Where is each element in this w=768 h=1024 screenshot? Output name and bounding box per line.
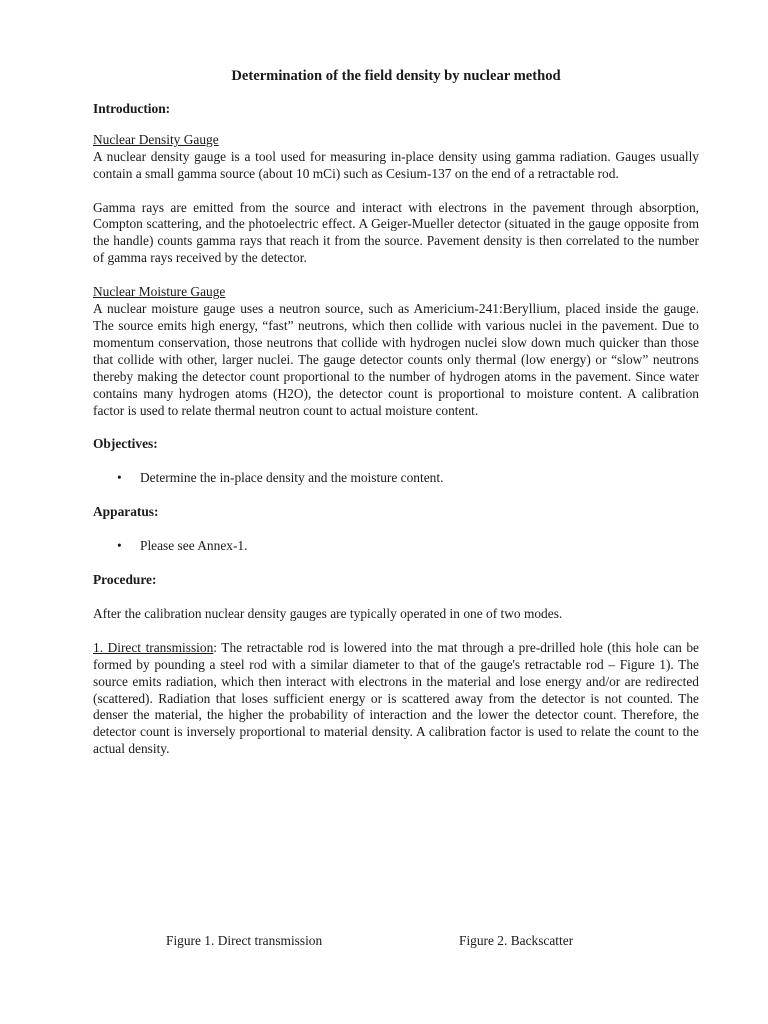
- procedure-intro: After the calibration nuclear density gauges are typically operated in one of two modes.: [93, 605, 563, 621]
- apparatus-heading: Apparatus:: [93, 504, 159, 520]
- moisture-gauge-paragraph: A nuclear moisture gauge uses a neutron source, such as Americium-241:Beryllium, placed inside the gauge. The source emits high energy, “fast” neutrons, which then collide with various nuclei in the pavement. Due to momentum conservation, those neutrons that collide with hydrogen nuclei slow down much quicker than those that collide with other, larger nuclei. The gauge detector counts only thermal (low energy) or “slow” neutrons thereby making the detector count proportional to the number of hydrogen atoms in the pavement. Since water contains many hydrogen atoms (H2O), the detector count is proportional to moisture content. A calibration factor is used to relate thermal neutron count to actual moisture content.: [93, 301, 699, 418]
- list-item: [93, 538, 699, 555]
- bullet-icon: •: [117, 538, 122, 554]
- objective-text: Determine the in-place density and the moisture content.: [140, 470, 444, 486]
- document-page: [93, 68, 699, 758]
- bullet-icon: •: [117, 470, 122, 486]
- density-gauge-paragraph-2: Gamma rays are emitted from the source and interact with electrons in the pavement through absorption, Compton scattering, and the photoelectric effect. A Geiger-Mueller detector (situated in the gauge opposite from the handle) counts gamma rays that reach it from the source. Pavement density is then correlated to the number of gamma rays received by the detector.: [93, 199, 699, 266]
- procedure-heading: Procedure:: [93, 572, 157, 588]
- objectives-list: [93, 470, 699, 487]
- figure-2-caption: Figure 2. Backscatter: [459, 933, 574, 948]
- document-title: Determination of the field density by nuclear method: [231, 68, 561, 84]
- density-gauge-paragraph-1: A nuclear density gauge is a tool used for measuring in-place density using gamma radiation. Gauges usually contain a small gamma source (about 10 mCi) such as Cesium-137 on the end of a retractable rod.: [93, 148, 699, 181]
- density-gauge-subheading: Nuclear Density Gauge: [93, 131, 219, 147]
- direct-transmission-paragraph: [93, 640, 699, 758]
- apparatus-list: [93, 538, 699, 555]
- moisture-gauge-subheading: Nuclear Moisture Gauge: [93, 284, 226, 300]
- direct-transmission-text: : The retractable rod is lowered into the mat through a pre-drilled hole (this hole can be formed by pounding a steel rod with a similar diameter to that of the gauge's retractable rod – Figure 1). The source emits radiation, which then interact with electrons in the material and lose energy and/or are redirected (scattered). Radiation that loses sufficient energy or is scattered away from the detector is not counted. The denser the material, the higher the probability of interaction and the lower the detector count. Therefore, the detector count is inversely proportional to material density. A calibration factor is used to relate the count to the actual density.: [93, 639, 699, 757]
- direct-transmission-label: 1. Direct transmission: [93, 639, 214, 655]
- objectives-heading: Objectives:: [93, 436, 158, 452]
- introduction-heading: Introduction:: [93, 100, 171, 116]
- apparatus-text: Please see Annex-1.: [140, 538, 248, 554]
- figure-1-caption: Figure 1. Direct transmission: [166, 933, 323, 948]
- list-item: [93, 470, 699, 487]
